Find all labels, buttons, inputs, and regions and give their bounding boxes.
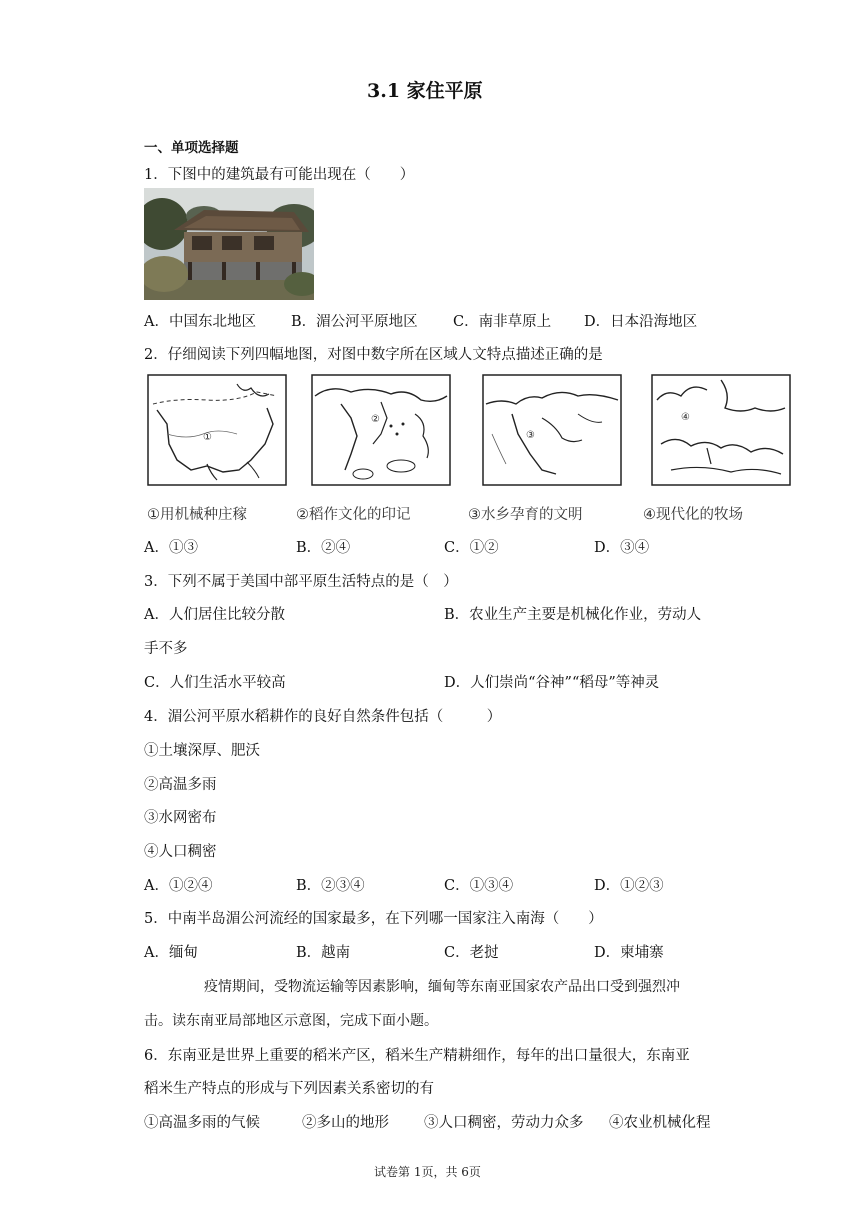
map-caption-1: ①用机械种庄稼 [147, 507, 247, 523]
map-label-2: ② [371, 414, 380, 425]
q4-option-a: A．①②④ [144, 878, 213, 894]
map-label-1: ① [203, 432, 212, 443]
q6-item-2: ②多山的地形 [302, 1115, 389, 1131]
section-heading: 一、单项选择题 [144, 140, 239, 156]
q4-option-d: D．①②③ [594, 878, 664, 894]
q2-option-b: B．②④ [296, 540, 351, 556]
q6-item-3: ③人口稠密，劳动力众多 [424, 1115, 584, 1131]
q1-option-a: A．中国东北地区 [144, 314, 256, 330]
map-caption-3: ③水乡孕育的文明 [468, 507, 583, 523]
q4-item-3: ③水网密布 [144, 810, 217, 826]
q3-option-a: A．人们居住比较分散 [144, 607, 285, 623]
question-6-stem-line-2: 稻米生产特点的形成与下列因素关系密切的有 [144, 1081, 434, 1097]
question-5-stem: 5．中南半岛湄公河流经的国家最多，在下列哪一国家注入南海（ ） [144, 911, 603, 927]
q4-item-1: ①土壤深厚、肥沃 [144, 743, 260, 759]
q4-option-c: C．①③④ [444, 878, 514, 894]
map-caption-4: ④现代化的牧场 [643, 507, 743, 523]
question-4-stem: 4．湄公河平原水稻耕作的良好自然条件包括（ ） [144, 709, 502, 725]
q2-option-c: C．①② [444, 540, 499, 556]
map-caption-2: ②稻作文化的印记 [296, 507, 411, 523]
map-label-4: ④ [681, 412, 690, 423]
q2-option-d: D．③④ [594, 540, 650, 556]
q5-option-a: A．缅甸 [144, 945, 198, 961]
map-europe [651, 374, 791, 486]
q6-item-1: ①高温多雨的气候 [144, 1115, 260, 1131]
q1-option-b: B．湄公河平原地区 [291, 314, 418, 330]
map-north-america [147, 374, 287, 486]
question-2-stem: 2．仔细阅读下列四幅地图，对图中数字所在区域人文特点描述正确的是 [144, 347, 603, 363]
q2-option-a: A．①③ [144, 540, 198, 556]
map-middle-east [482, 374, 622, 486]
question-6-stem-line-1: 6．东南亚是世界上重要的稻米产区，稻米生产精耕细作，每年的出口量很大，东南亚 [144, 1048, 690, 1064]
page-footer: 试卷第 1页，共 6页 [374, 1165, 481, 1179]
passage-line-1: 疫情期间，受物流运输等因素影响，缅甸等东南亚国家农产品出口受到强烈冲 [204, 979, 680, 995]
q4-item-2: ②高温多雨 [144, 777, 217, 793]
q3-option-b: B．农业生产主要是机械化作业，劳动人 [444, 607, 702, 623]
map-southeast-asia [311, 374, 451, 486]
passage-line-2: 击。读东南亚局部地区示意图，完成下面小题。 [144, 1013, 438, 1029]
q1-option-c: C．南非草原上 [453, 314, 552, 330]
page-title: 3.1 家住平原 [367, 80, 483, 102]
q5-option-b: B．越南 [296, 945, 351, 961]
q3-option-b-cont: 手不多 [144, 641, 188, 657]
q1-option-d: D．日本沿海地区 [584, 314, 698, 330]
map-label-3: ③ [526, 430, 535, 441]
q3-option-d: D．人们崇尚“谷神”“稻母”等神灵 [444, 675, 660, 691]
q3-option-c: C．人们生活水平较高 [144, 675, 286, 691]
q4-option-b: B．②③④ [296, 878, 365, 894]
question-3-stem: 3．下列不属于美国中部平原生活特点的是（ ） [144, 574, 458, 590]
q5-option-c: C．老挝 [444, 945, 499, 961]
stilt-house-photo [144, 188, 314, 300]
q5-option-d: D．柬埔寨 [594, 945, 664, 961]
question-1-stem: 1．下图中的建筑最有可能出现在（ ） [144, 167, 415, 183]
q4-item-4: ④人口稠密 [144, 844, 217, 860]
q6-item-4: ④农业机械化程 [609, 1115, 711, 1131]
